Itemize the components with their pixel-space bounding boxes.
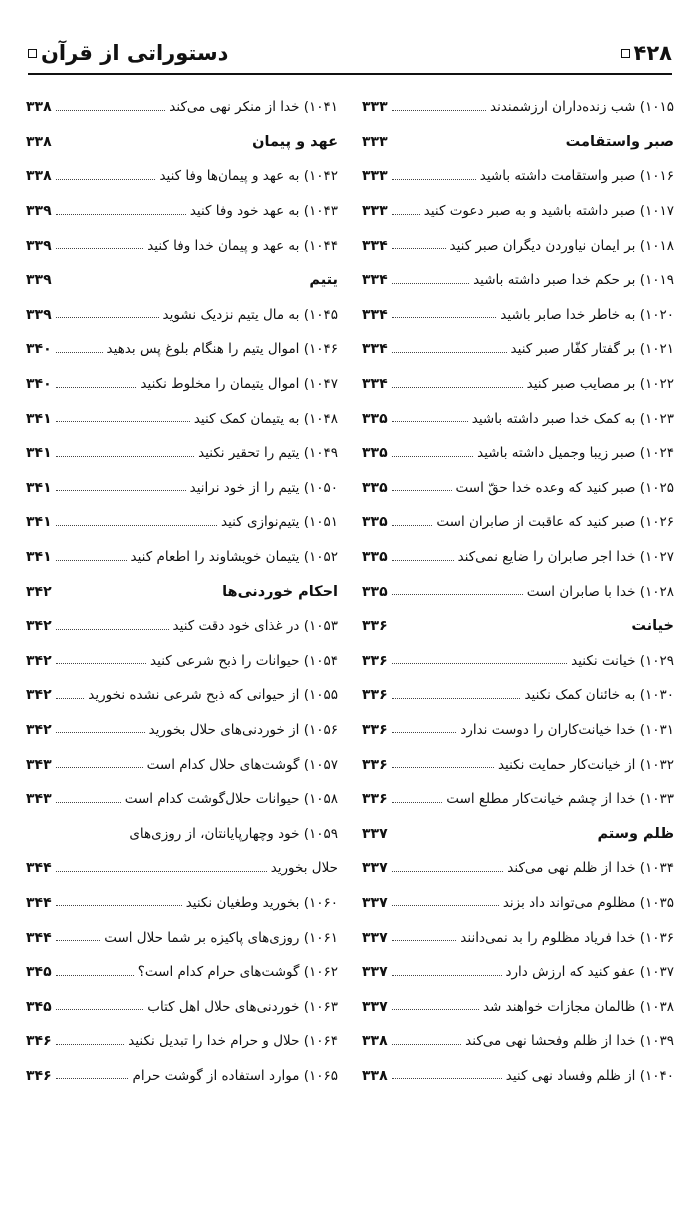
dot-leader: [392, 698, 520, 699]
entry-page-number: ۳۳۵: [362, 549, 388, 566]
toc-column-left: [26, 90, 338, 1093]
entry-title: ۱۰۲۴) صبر زیبا وجمیل داشته باشید: [477, 445, 674, 462]
entry-title: ۱۰۴۴) به عهد و پیمان خدا وفا کنید: [147, 237, 338, 254]
dot-leader: [392, 594, 523, 595]
dot-leader: [56, 214, 186, 215]
entry-page-number: ۳۴۴: [26, 929, 52, 946]
toc-entry: [26, 678, 338, 713]
toc-entry: [26, 471, 338, 506]
dot-leader: [392, 1078, 502, 1079]
dot-leader: [392, 179, 476, 180]
entry-title: ۱۰۵۳) در غذای خود دقت کنید: [172, 618, 338, 635]
dot-leader: [56, 767, 143, 768]
section-title: خیانت: [631, 618, 674, 635]
toc-entry: [362, 713, 674, 748]
dot-leader: [392, 248, 446, 249]
toc-entry: [26, 436, 338, 471]
dot-leader: [56, 179, 155, 180]
toc-entry: [362, 540, 674, 575]
entry-title: ۱۰۵۷) گوشت‌های حلال کدام است: [146, 756, 338, 773]
toc-entry: [362, 886, 674, 921]
dot-leader: [56, 802, 121, 803]
page-number-block: [621, 41, 672, 65]
dot-leader: [56, 1044, 124, 1045]
page-number: ۴۲۸: [633, 41, 672, 65]
entry-title: ۱۰۳۹) خدا از ظلم وفحشا نهی می‌کند: [465, 1033, 674, 1050]
entry-page-number: ۳۳۵: [362, 479, 388, 496]
entry-page-number: ۳۳۴: [362, 341, 388, 358]
entry-page-number: ۳۴۱: [26, 445, 52, 462]
toc-entry: [362, 678, 674, 713]
entry-page-number: ۳۴۵: [26, 964, 52, 981]
entry-title: ۱۰۵۶) از خوردنی‌های حلال بخورید: [148, 721, 338, 738]
entry-page-number: ۳۴۱: [26, 549, 52, 566]
dot-leader: [392, 1044, 461, 1045]
toc-entry: [362, 1024, 674, 1059]
entry-page-number: ۳۳۷: [362, 860, 388, 877]
entry-title: ۱۰۳۷) عفو کنید که ارزش دارد: [505, 964, 674, 981]
entry-page-number: ۳۳۹: [26, 203, 52, 220]
entry-title: ۱۰۵۵) از حیوانی که ذبح شرعی نشده نخورید: [88, 687, 338, 704]
dot-leader: [56, 560, 127, 561]
entry-title: ۱۰۵۱) یتیم‌نوازی کنید: [221, 514, 338, 531]
dot-leader: [392, 317, 496, 318]
dot-leader: [56, 248, 143, 249]
toc-entry: [362, 436, 674, 471]
toc-section-heading: [362, 125, 674, 160]
entry-page-number: ۳۴۱: [26, 514, 52, 531]
dot-leader: [392, 525, 432, 526]
entry-page-number: ۳۴۰: [26, 376, 52, 393]
entry-title: ۱۰۶۵) موارد استفاده از گوشت حرام: [132, 1067, 338, 1084]
toc-entry: [26, 989, 338, 1024]
toc-entry: [26, 540, 338, 575]
toc-entry: [26, 609, 338, 644]
entry-title: ۱۰۲۸) خدا با صابران است: [526, 583, 674, 600]
entry-page-number: ۳۳۷: [362, 825, 388, 842]
toc-entry: [26, 159, 338, 194]
entry-title: ۱۰۲۲) بر مصایب صبر کنید: [526, 376, 674, 393]
entry-title: ۱۰۲۰) به خاطر خدا صابر باشید: [500, 306, 674, 323]
entry-page-number: ۳۳۸: [26, 133, 52, 150]
dot-leader: [56, 317, 159, 318]
dot-leader: [392, 732, 456, 733]
entry-title: ۱۰۳۱) خدا خیانت‌کاران را دوست ندارد: [460, 721, 674, 738]
toc-entry: [362, 263, 674, 298]
toc-entry: [26, 747, 338, 782]
entry-page-number: ۳۳۳: [362, 133, 388, 150]
entry-page-number: ۳۳۴: [362, 237, 388, 254]
toc-entry: [26, 298, 338, 333]
toc-entry: [362, 505, 674, 540]
entry-page-number: ۳۴۲: [26, 721, 52, 738]
entry-page-number: ۳۳۶: [362, 791, 388, 808]
entry-title: ۱۰۱۷) صبر داشته باشید و به صبر دعوت کنید: [423, 203, 674, 220]
dot-leader: [56, 871, 267, 872]
entry-page-number: ۳۳۵: [362, 514, 388, 531]
entry-page-number: ۳۳۴: [362, 376, 388, 393]
toc-entry: [26, 332, 338, 367]
dot-leader: [392, 663, 567, 664]
entry-title: ۱۰۲۳) به کمک خدا صبر داشته باشید: [471, 410, 674, 427]
entry-title: ۱۰۴۷) اموال یتیمان را مخلوط نکنید: [140, 376, 338, 393]
page-header: [28, 38, 672, 68]
entry-page-number: ۳۳۹: [26, 306, 52, 323]
entry-page-number: ۳۳۶: [362, 721, 388, 738]
entry-page-number: ۳۳۶: [362, 687, 388, 704]
entry-title: ۱۰۶۰) بخورید وطغیان نکنید: [185, 894, 338, 911]
dot-leader: [56, 975, 134, 976]
entry-title: ۱۰۴۲) به عهد و پیمان‌ها وفا کنید: [159, 168, 338, 185]
entry-title: ۱۰۳۲) از خیانت‌کار حمایت نکنید: [497, 756, 674, 773]
dot-leader: [56, 456, 194, 457]
entry-page-number: ۳۴۵: [26, 998, 52, 1015]
entry-page-number: ۳۳۸: [26, 99, 52, 116]
dot-leader: [56, 110, 165, 111]
entry-title: ۱۰۴۹) یتیم را تحقیر نکنید: [198, 445, 338, 462]
toc-entry: [362, 920, 674, 955]
dot-leader: [56, 698, 84, 699]
entry-page-number: ۳۳۷: [362, 929, 388, 946]
dot-leader: [56, 352, 103, 353]
toc-entry: [362, 90, 674, 125]
toc-entry: [26, 90, 338, 125]
toc-entry: [26, 713, 338, 748]
dot-leader: [392, 905, 499, 906]
toc-entry: [26, 401, 338, 436]
entry-page-number: ۳۴۳: [26, 791, 52, 808]
dot-leader: [56, 663, 146, 664]
dot-leader: [56, 387, 136, 388]
dot-leader: [392, 767, 494, 768]
entry-title: ۱۰۳۸) ظالمان مجازات خواهند شد: [482, 998, 674, 1015]
toc-entry: [362, 955, 674, 990]
entry-title: ۱۰۴۵) به مال یتیم نزدیک نشوید: [162, 306, 338, 323]
entry-title: ۱۰۳۳) خدا از چشم خیانت‌کار مطلع است: [446, 791, 674, 808]
toc-entry: [362, 401, 674, 436]
entry-page-number: ۳۴۲: [26, 618, 52, 635]
book-title: دستوراتی از قرآن: [41, 41, 229, 65]
toc-section-heading: [26, 574, 338, 609]
entry-title: ۱۰۶۲) گوشت‌های حرام کدام است؟: [137, 964, 338, 981]
dot-leader: [56, 1078, 128, 1079]
square-ornament-icon: [621, 49, 630, 58]
toc-entry: [26, 851, 338, 886]
entry-page-number: ۳۴۱: [26, 410, 52, 427]
section-title: ظلم وستم: [597, 825, 674, 842]
toc-entry: [362, 644, 674, 679]
toc-entry: [26, 816, 338, 851]
entry-title: ۱۰۶۱) روزی‌های پاکیزه بر شما حلال است: [104, 929, 338, 946]
entry-page-number: ۳۳۹: [26, 272, 52, 289]
toc-entry: [362, 782, 674, 817]
toc-column-right: [362, 90, 674, 1093]
toc-entry: [362, 332, 674, 367]
square-ornament-icon: [28, 49, 37, 58]
entry-page-number: ۳۳۷: [362, 964, 388, 981]
dot-leader: [392, 214, 420, 215]
toc-entry: [26, 1024, 338, 1059]
toc-entry: [26, 886, 338, 921]
entry-title: ۱۰۱۵) شب زنده‌داران ارزشمندند: [489, 99, 674, 116]
dot-leader: [392, 975, 502, 976]
toc-entry: [362, 367, 674, 402]
toc-section-heading: [362, 609, 674, 644]
dot-leader: [56, 1009, 143, 1010]
entry-title: ۱۰۶۳) خوردنی‌های حلال اهل کتاب: [147, 998, 338, 1015]
toc-entry: [362, 574, 674, 609]
dot-leader: [392, 421, 468, 422]
entry-page-number: ۳۴۰: [26, 341, 52, 358]
entry-page-number: ۳۴۲: [26, 652, 52, 669]
dot-leader: [56, 629, 169, 630]
entry-page-number: ۳۳۸: [26, 168, 52, 185]
toc-entry: [26, 367, 338, 402]
entry-title: ۱۰۵۲) یتیمان خویشاوند را اطعام کنید: [130, 549, 338, 566]
entry-page-number: ۳۳۳: [362, 168, 388, 185]
dot-leader: [392, 940, 456, 941]
section-title: عهد و پیمان: [252, 133, 338, 150]
dot-leader: [392, 1009, 479, 1010]
entry-title: ۱۰۱۸) بر ایمان نیاوردن دیگران صبر کنید: [449, 237, 674, 254]
entry-page-number: ۳۳۶: [362, 756, 388, 773]
book-title-block: [28, 41, 228, 65]
dot-leader: [56, 732, 145, 733]
entry-page-number: ۳۳۹: [26, 237, 52, 254]
entry-title: حلال بخورید: [270, 860, 338, 877]
dot-leader: [56, 490, 186, 491]
dot-leader: [392, 490, 452, 491]
entry-page-number: ۳۳۸: [362, 1067, 388, 1084]
section-title: احکام خوردنی‌ها: [222, 583, 338, 600]
toc-entry: [362, 471, 674, 506]
entry-title: ۱۰۲۶) صبر کنید که عاقبت از صابران است: [436, 514, 674, 531]
entry-page-number: ۳۴۲: [26, 687, 52, 704]
entry-title: ۱۰۲۱) بر گفتار کفّار صبر کنید: [510, 341, 674, 358]
entry-title: ۱۰۳۴) خدا از ظلم نهی می‌کند: [507, 860, 674, 877]
toc-entry: [362, 851, 674, 886]
entry-title: ۱۰۲۵) صبر کنید که وعده خدا حقّ است: [455, 479, 674, 496]
toc-entry: [362, 159, 674, 194]
dot-leader: [392, 352, 507, 353]
entry-title: ۱۰۵۸) حیوانات حلال‌گوشت کدام است: [124, 791, 338, 808]
toc-entry: [362, 1059, 674, 1094]
entry-page-number: ۳۳۵: [362, 445, 388, 462]
dot-leader: [56, 940, 100, 941]
dot-leader: [56, 421, 190, 422]
toc-entry: [362, 298, 674, 333]
toc-entry: [26, 505, 338, 540]
toc-entry: [362, 228, 674, 263]
dot-leader: [392, 802, 442, 803]
entry-title: ۱۰۴۱) خدا از منکر نهی می‌کند: [169, 99, 338, 116]
dot-leader: [392, 110, 486, 111]
entry-title: ۱۰۳۰) به خائنان کمک نکنید: [524, 687, 674, 704]
entry-page-number: ۳۳۴: [362, 272, 388, 289]
dot-leader: [392, 283, 469, 284]
toc-entry: [26, 194, 338, 229]
entry-page-number: ۳۴۱: [26, 479, 52, 496]
toc-entry: [26, 644, 338, 679]
entry-title: ۱۰۵۰) یتیم را از خود نرانید: [189, 479, 338, 496]
dot-leader: [392, 387, 523, 388]
dot-leader: [392, 871, 503, 872]
entry-page-number: ۳۴۳: [26, 756, 52, 773]
entry-page-number: ۳۳۴: [362, 306, 388, 323]
toc-section-heading: [26, 125, 338, 160]
entry-page-number: ۳۳۳: [362, 99, 388, 116]
entry-title: ۱۰۱۶) صبر واستقامت داشته باشید: [479, 168, 674, 185]
dot-leader: [56, 905, 182, 906]
dot-leader: [392, 560, 454, 561]
entry-title: ۱۰۴۶) اموال یتیم را هنگام بلوغ پس بدهید: [106, 341, 338, 358]
toc-entry: [26, 782, 338, 817]
toc-entry: [362, 747, 674, 782]
section-title: یتیم: [309, 272, 338, 289]
dot-leader: [392, 456, 473, 457]
entry-page-number: ۳۴۶: [26, 1033, 52, 1050]
toc-section-heading: [362, 816, 674, 851]
toc-entry: [362, 194, 674, 229]
entry-page-number: ۳۳۳: [362, 203, 388, 220]
toc-entry: [26, 1059, 338, 1094]
entry-page-number: ۳۴۴: [26, 894, 52, 911]
entry-page-number: ۳۴۴: [26, 860, 52, 877]
entry-page-number: ۳۳۷: [362, 894, 388, 911]
toc-entry: [26, 955, 338, 990]
entry-page-number: ۳۳۶: [362, 652, 388, 669]
entry-title: ۱۰۳۶) خدا فریاد مظلوم را بد نمی‌دانند: [460, 929, 674, 946]
entry-title: ۱۰۴۰) از ظلم وفساد نهی کنید: [505, 1067, 674, 1084]
entry-title: ۱۰۴۸) به یتیمان کمک کنید: [193, 410, 338, 427]
entry-page-number: ۳۳۶: [362, 618, 388, 635]
entry-page-number: ۳۴۲: [26, 583, 52, 600]
entry-page-number: ۳۳۵: [362, 410, 388, 427]
entry-title: ۱۰۴۳) به عهد خود وفا کنید: [189, 203, 338, 220]
toc-section-heading: [26, 263, 338, 298]
entry-page-number: ۳۳۷: [362, 998, 388, 1015]
entry-title: ۱۰۳۵) مظلوم می‌تواند داد بزند: [502, 894, 674, 911]
entry-title: ۱۰۵۴) حیوانات را ذبح شرعی کنید: [150, 652, 338, 669]
entry-page-number: ۳۴۶: [26, 1067, 52, 1084]
entry-page-number: ۳۳۵: [362, 583, 388, 600]
dot-leader: [56, 525, 217, 526]
entry-title: ۱۰۵۹) خود وچهارپایانتان، از روزی‌های: [129, 825, 338, 842]
entry-title: ۱۰۲۹) خیانت نکنید: [571, 652, 674, 669]
header-rule: [28, 73, 672, 75]
toc-entry: [362, 989, 674, 1024]
entry-page-number: ۳۳۸: [362, 1033, 388, 1050]
entry-title: ۱۰۶۴) حلال و حرام خدا را تبدیل نکنید: [128, 1033, 338, 1050]
entry-title: ۱۰۲۷) خدا اجر صابران را ضایع نمی‌کند: [457, 549, 674, 566]
toc-entry: [26, 228, 338, 263]
section-title: صبر واستقامت: [565, 133, 674, 150]
toc-entry: [26, 920, 338, 955]
entry-title: ۱۰۱۹) بر حکم خدا صبر داشته باشید: [473, 272, 674, 289]
